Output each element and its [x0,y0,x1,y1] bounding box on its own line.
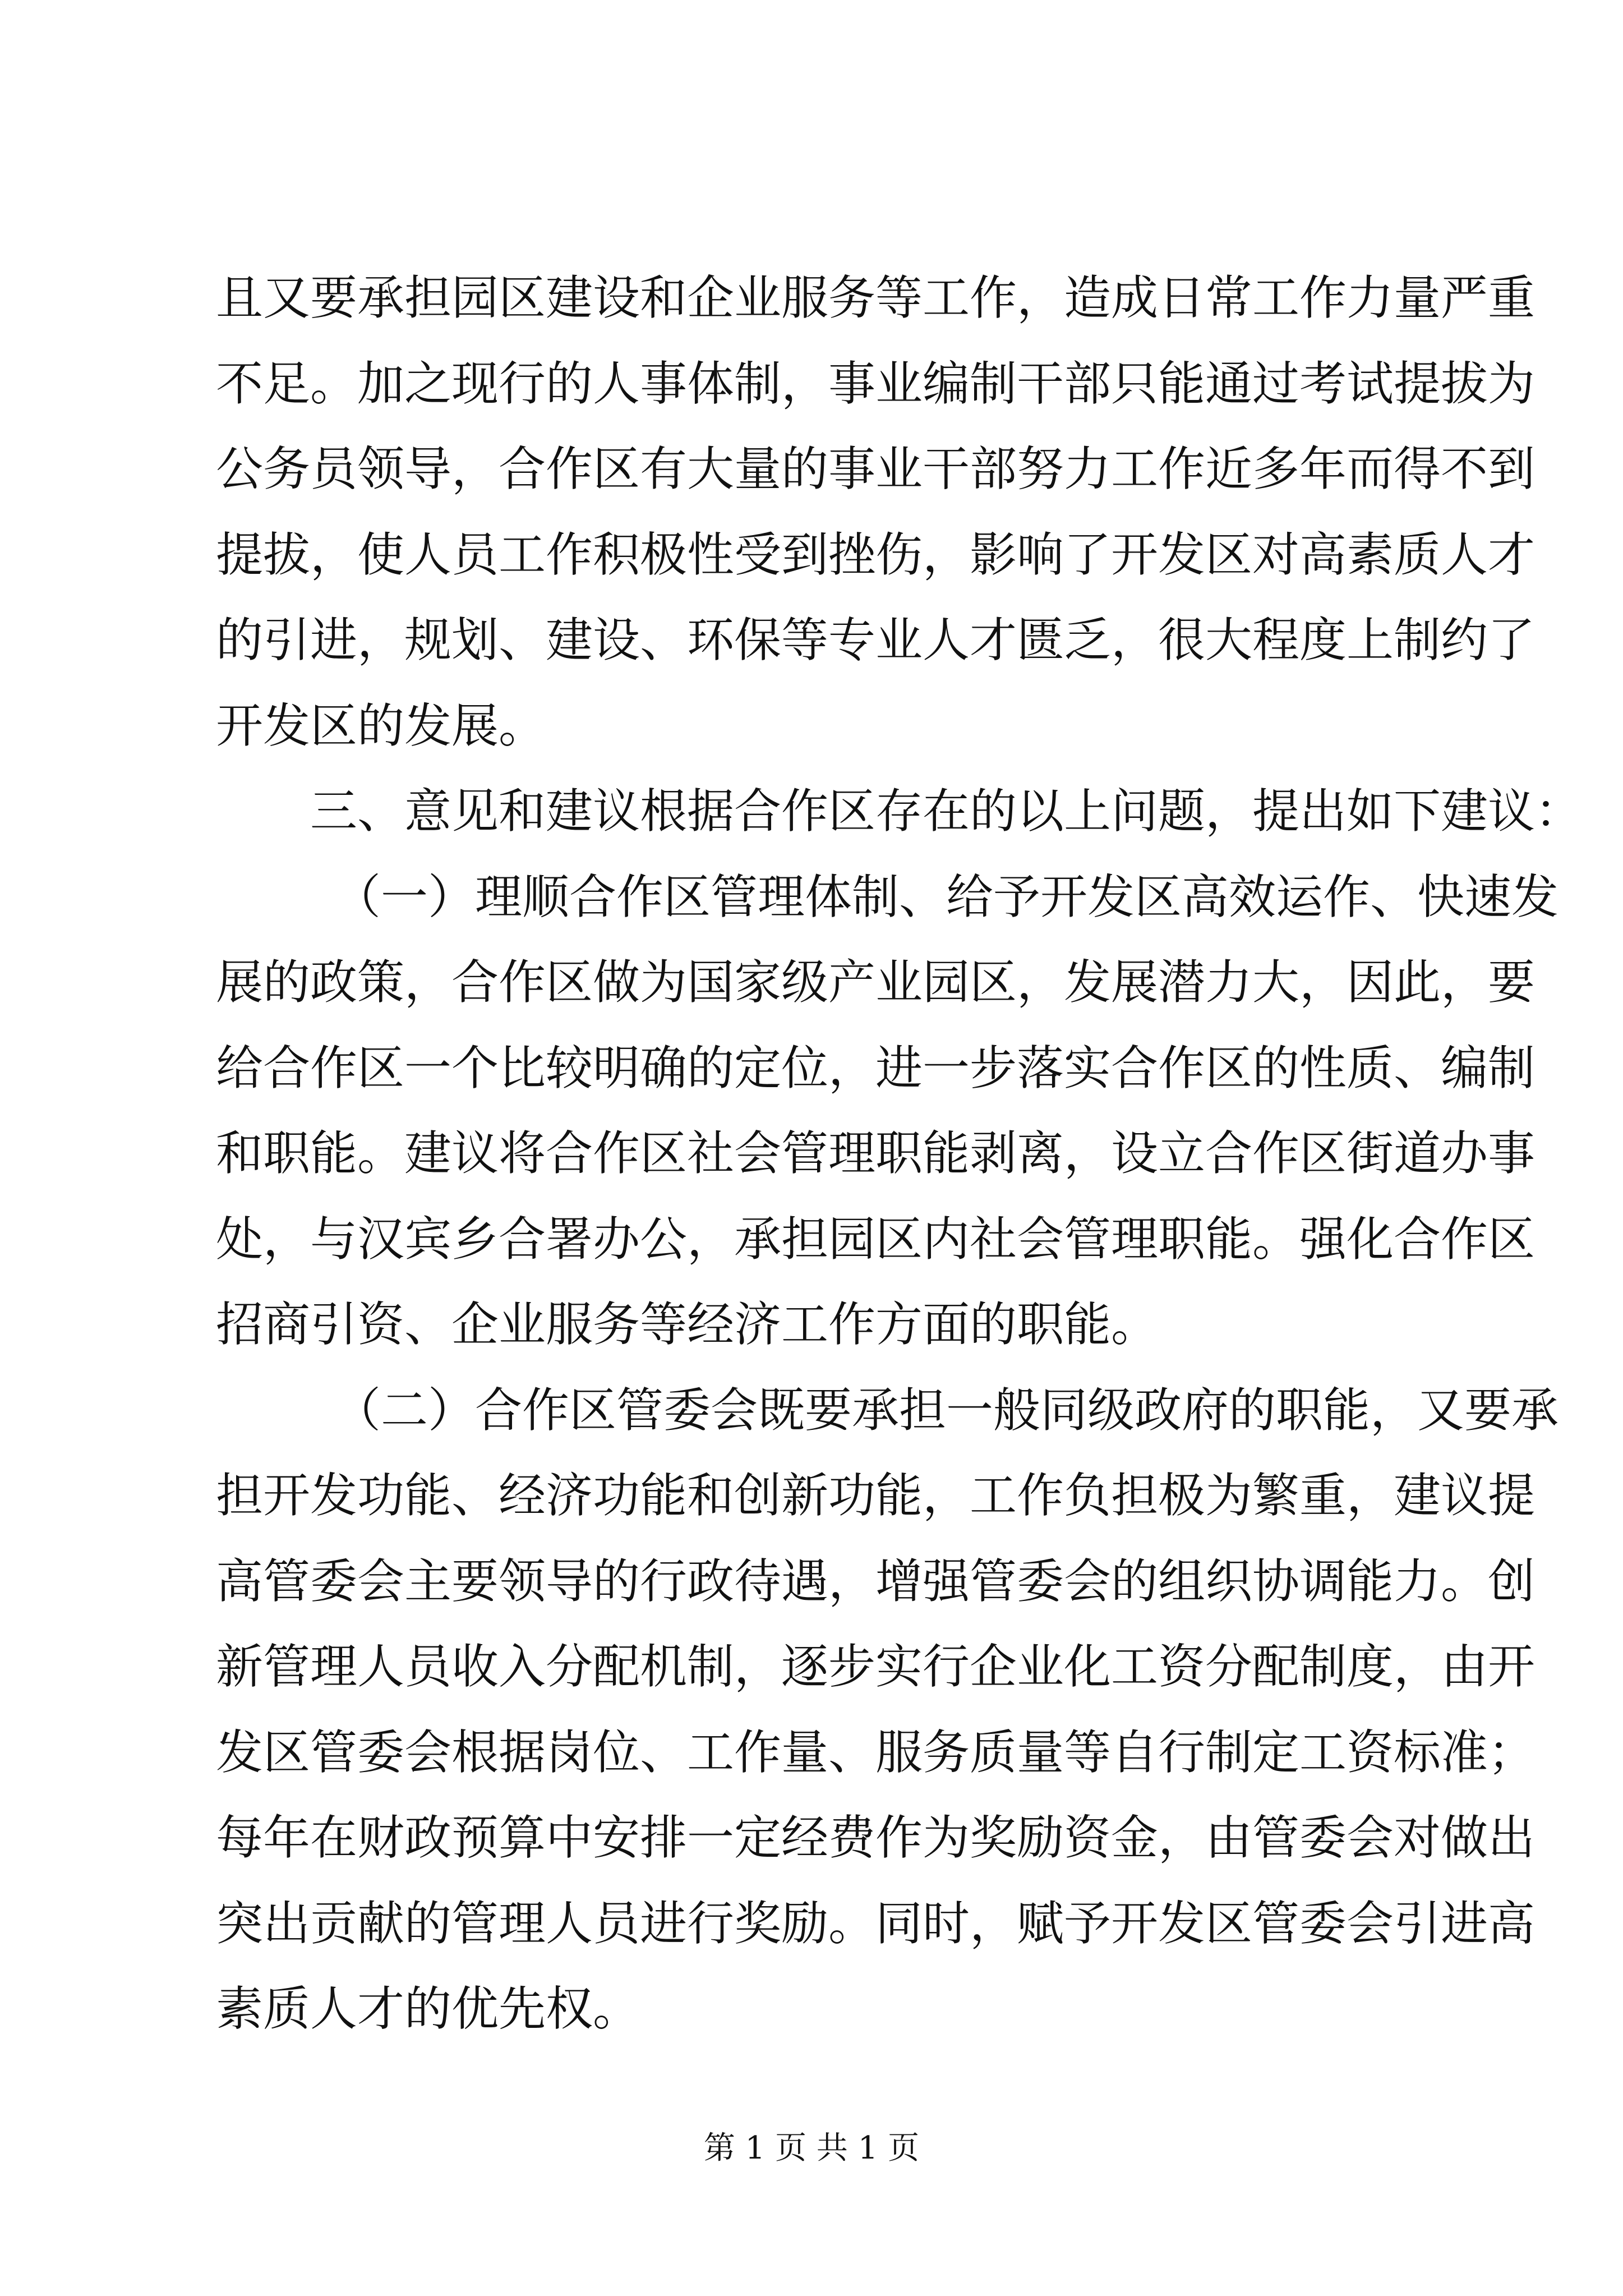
text-line: 的引进，规划、建设、环保等专业人才匮乏，很大程度上制约了 [216,613,1536,668]
section-heading: 三、意见和建议根据合作区存在的以上问题，提出如下建议： [310,784,1583,839]
text-line: 且又要承担园区建设和企业服务等工作，造成日常工作力量严重 [216,270,1536,325]
text-line: 发区管委会根据岗位、工作量、服务质量等自行制定工资标准； [216,1724,1536,1780]
text-line: 高管委会主要领导的行政待遇，增强管委会的组织协调能力。创 [216,1553,1536,1609]
text-line: 每年在财政预算中安排一定经费作为奖励资金，由管委会对做出 [216,1810,1536,1865]
text-line: 给合作区一个比较明确的定位，进一步落实合作区的性质、编制 [216,1040,1536,1096]
text-line: 招商引资、企业服务等经济工作方面的职能。 [216,1297,1159,1352]
document-body [216,255,1583,2052]
text-line: 新管理人员收入分配机制，逐步实行企业化工资分配制度，由开 [216,1639,1536,1694]
text-line: 素质人才的优先权。 [216,1981,640,2036]
text-line: 提拔，使人员工作积极性受到挫伤，影响了开发区对高素质人才 [216,527,1536,582]
text-line: 展的政策，合作区做为国家级产业园区，发展潜力大，因此，要 [216,955,1536,1010]
text-line: 突出贡献的管理人员进行奖励。同时，赋予开发区管委会引进高 [216,1895,1536,1951]
text-line: 和职能。建议将合作区社会管理职能剥离，设立合作区街道办事 [216,1126,1536,1181]
text-line: 担开发功能、经济功能和创新功能，工作负担极为繁重，建议提 [216,1468,1536,1523]
text-line: 公务员领导，合作区有大量的事业干部努力工作近多年而得不到 [216,441,1536,496]
subsection-heading: （二）合作区管委会既要承担一般同级政府的职能，又要承 [334,1382,1559,1438]
text-line: 处，与汉宾乡合署办公，承担园区内社会管理职能。强化合作区 [216,1211,1536,1267]
subsection-heading: （一）理顺合作区管理体制、给予开发区高效运作、快速发 [334,869,1559,924]
page-number-footer: 第 1 页 共 1 页 [703,2130,920,2166]
text-line: 开发区的发展。 [216,698,546,753]
text-line: 不足。加之现行的人事体制，事业编制干部只能通过考试提拔为 [216,356,1536,411]
